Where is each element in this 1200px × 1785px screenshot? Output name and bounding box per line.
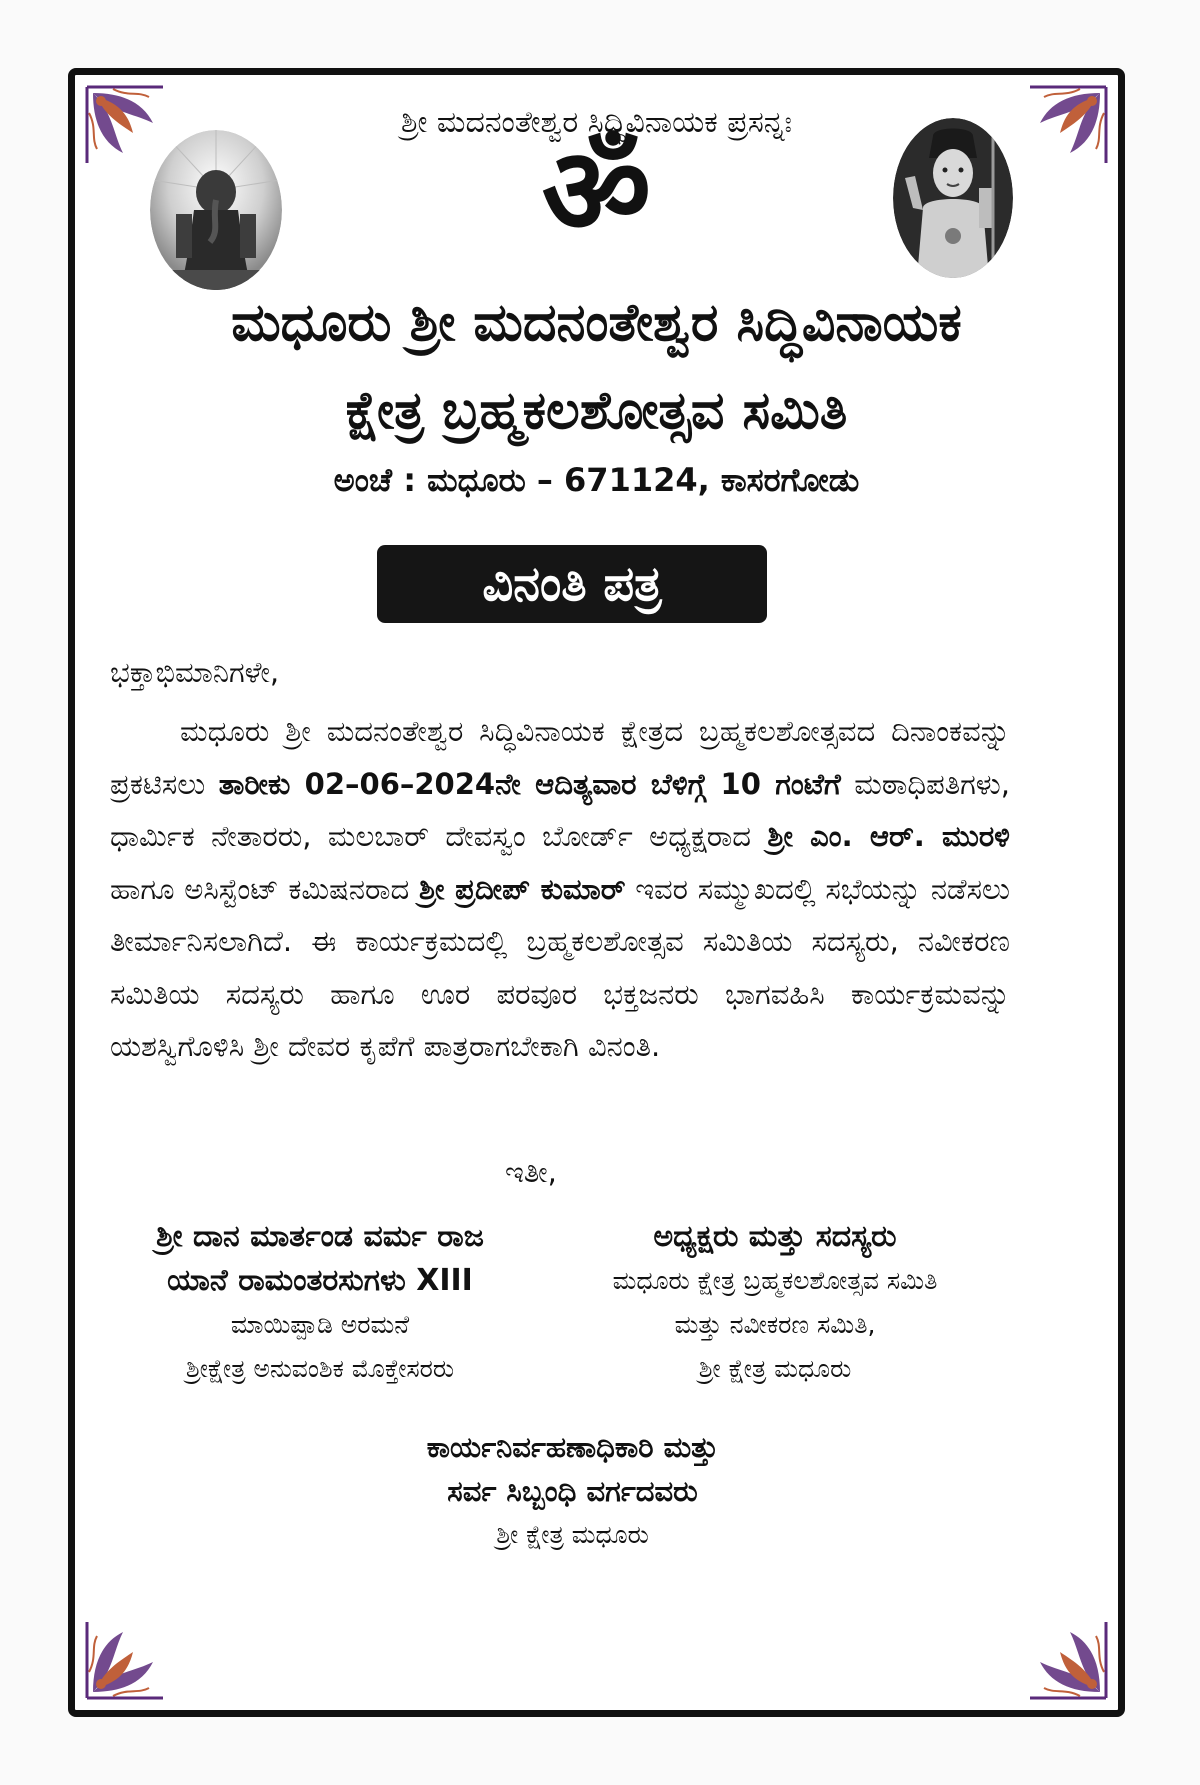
- signatory-center: [300, 1425, 845, 1557]
- signatory-right: [570, 1215, 980, 1391]
- committee-title-line1: ಮಧೂರು ಶ್ರೀ ಮದನಂತೇಶ್ವರ ಸಿದ್ಧಿವಿನಾಯಕ: [231, 293, 962, 353]
- body-text-part: ಮಠಾಧಿಪತಿಗಳು, ಧಾರ್ಮಿಕ ನೇತಾರರು, ಮಲಬಾರ್ ದೇವಸ್ವಂ ಬೋರ್ಡ್ ಅಧ್ಯಕ್ಷರಾದ: [110, 766, 1010, 853]
- salutation: ಭಕ್ತಾಭಿಮಾನಿಗಳೇ,: [110, 655, 280, 689]
- ornamental-corner-icon: [1024, 1616, 1110, 1702]
- shiva-deity-photo: [893, 118, 1013, 278]
- body-text-part: ಮಧೂರು ಶ್ರೀ ಮದನಂತೇಶ್ವರ ಸಿದ್ಧಿವಿನಾಯಕ ಕ್ಷೇತ್ರದ ಬ್ರಹ್ಮಕಲಶೋತ್ಸವದ ದಿನಾಂಕವನ್ನು ಪ್ರಕಟಿಸಲು: [110, 714, 1010, 801]
- signatory-name: ಶ್ರೀ ದಾನ ಮಾರ್ತಂಡ ವರ್ಮ ರಾಜ: [156, 1219, 484, 1254]
- signatory-name: ಅಧ್ಯಕ್ಷರು ಮತ್ತು ಸದಸ್ಯರು: [653, 1219, 897, 1254]
- closing-word: ಇತೀ,: [505, 1155, 557, 1189]
- signatory-place: ಮಾಯಿಪ್ಪಾಡಿ ಅರಮನೆ: [230, 1310, 410, 1339]
- body-text-part: ಇವರ ಸಮ್ಮುಖದಲ್ಲಿ ಸಭೆಯನ್ನು ನಡೆಸಲು ತೀರ್ಮಾನಿಸಲಾಗಿದೆ. ಈ ಕಾರ್ಯಕ್ರಮದಲ್ಲಿ ಬ್ರಹ್ಮಕಲಶೋತ್ಸವ ಸಮಿತಿಯ ಸದಸ್ಯರು, ನವೀಕರಣ ಸಮಿತಿಯ ಸದಸ್ಯರು ಹಾಗೂ ಊರ ಪರವೂರ ಭಕ್ತಜನರು ಭಾಗವಹಿಸಿ ಕಾರ್ಯಕ್ರಮವನ್ನು ಯಶಸ್ವಿಗೊಳಿಸಿ ಶ್ರೀ ದೇವರ ಕೃಪೆಗೆ ಪಾತ್ರರಾಗಬೇಕಾಗಿ ವಿನಂತಿ.: [110, 871, 1010, 1063]
- signatory-name: ಕಾರ್ಯನಿರ್ವಹಣಾಧಿಕಾರಿ ಮತ್ತು: [426, 1430, 719, 1464]
- signatory-title: ಯಾನೆ ರಾಮಂತರಸುಗಳು XIII: [167, 1263, 473, 1298]
- signatory-role: ಶ್ರೀಕ್ಷೇತ್ರ ಅನುವಂಶಿಕ ಮೊಕ್ತೇಸರರು: [185, 1354, 455, 1383]
- ornamental-corner-icon: [83, 1616, 169, 1702]
- dignitary-name: ಶ್ರೀ ಪ್ರದೀಪ್ ಕುಮಾರ್: [419, 871, 626, 906]
- dignitary-name: ಶ್ರೀ ಎಂ. ಆರ್. ಮುರಳಿ: [767, 819, 1010, 853]
- signatory-left: [90, 1215, 550, 1391]
- invitation-banner: [377, 545, 767, 623]
- postal-address: ಅಂಚೆ : ಮಧೂರು – 671124, ಕಾಸರಗೋಡು: [333, 461, 860, 499]
- letter-body: [110, 705, 1010, 1073]
- signatory-place: ಶ್ರೀ ಕ್ಷೇತ್ರ ಮಧೂರು: [698, 1354, 852, 1383]
- body-text-part: ಹಾಗೂ ಅಸಿಸ್ಟೆಂಟ್ ಕಮಿಷನರಾದ: [110, 871, 410, 906]
- signatory-place: ಶ್ರೀ ಕ್ಷೇತ್ರ ಮಧೂರು: [496, 1520, 649, 1549]
- signatory-group: ಸರ್ವ ಸಿಬ್ಬಂಧಿ ವರ್ಗದವರು: [447, 1474, 698, 1508]
- signatory-committee: ಮಧೂರು ಕ್ಷೇತ್ರ ಬ್ರಹ್ಮಕಲಶೋತ್ಸವ ಸಮಿತಿ: [612, 1266, 938, 1295]
- invocation-line: ಶ್ರೀ ಮದನಂತೇಶ್ವರ ಸಿದ್ಧಿವಿನಾಯಕ ಪ್ರಸನ್ನಃ: [401, 105, 792, 140]
- om-symbol: ॐ: [541, 123, 652, 262]
- committee-title-line2: ಕ್ಷೇತ್ರ ಬ್ರಹ್ಮಕಲಶೋತ್ಸವ ಸಮಿತಿ: [345, 381, 848, 441]
- event-date-time: ತಾರೀಕು 02–06–2024ನೇ ಆದಿತ್ಯವಾರ ಬೆಳಿಗ್ಗೆ 10 ಗಂಟೆಗೆ: [218, 766, 841, 801]
- signatory-committee: ಮತ್ತು ನವೀಕರಣ ಸಮಿತಿ,: [674, 1310, 876, 1339]
- invitation-card: [68, 68, 1125, 1717]
- banner-title: ವಿನಂತಿ ಪತ್ರ: [482, 555, 662, 612]
